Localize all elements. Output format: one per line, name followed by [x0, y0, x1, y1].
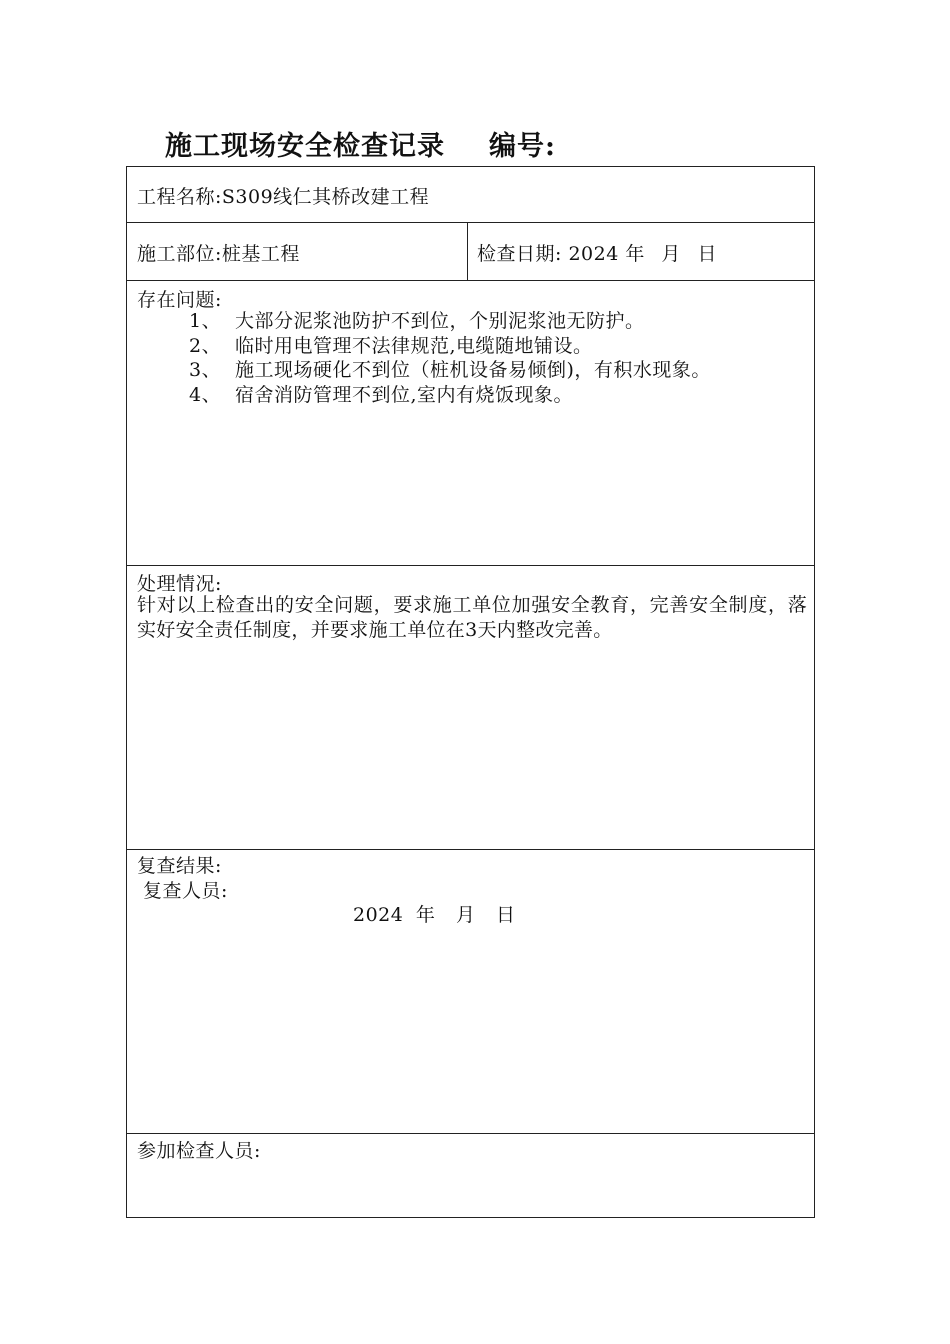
list-item	[189, 334, 711, 359]
inspection-date-year-unit: 年	[625, 243, 645, 265]
issues-label: 存在问题:	[137, 289, 222, 311]
list-item	[189, 358, 711, 383]
issue-number: 1、	[189, 310, 222, 332]
issues-section	[127, 281, 814, 566]
issue-number: 4、	[189, 383, 222, 406]
issue-text: 大部分泥浆池防护不到位，个别泥浆池无防护。	[235, 310, 645, 332]
issue-list	[189, 309, 711, 407]
document-title	[165, 124, 556, 163]
recheck-date	[353, 900, 516, 927]
issue-text: 施工现场硬化不到位（桩机设备易倾倒)，有积水现象。	[235, 359, 711, 381]
serial-number-label: 编号:	[489, 131, 556, 162]
part-date-row	[127, 223, 814, 281]
recheck-date-year: 2024	[353, 904, 404, 926]
inspection-date-year: 2024	[568, 243, 619, 265]
list-item	[189, 309, 711, 334]
recheck-date-year-unit: 年	[415, 904, 436, 926]
participants-section	[127, 1134, 814, 1217]
cell-divider	[467, 223, 468, 280]
project-name: 工程名称:S309线仁其桥改建工程	[137, 186, 430, 208]
participants-label: 参加检查人员:	[137, 1140, 261, 1162]
issue-number: 3、	[189, 359, 222, 381]
issue-text: 宿舍消防管理不到位,室内有烧饭现象。	[235, 383, 574, 406]
list-item	[189, 383, 711, 408]
recheck-label: 复查结果:	[137, 855, 222, 877]
handling-text: 针对以上检查出的安全问题，要求施工单位加强安全教育，完善安全制度，落实好安全责任制度，并要求施工单位在3天内整改完善。	[137, 594, 807, 641]
inspection-form-table	[126, 166, 815, 1218]
recheck-person-label: 复查人员:	[143, 880, 228, 902]
inspection-date-day-unit: 日	[697, 243, 717, 265]
recheck-date-month-unit: 月	[455, 904, 476, 926]
recheck-section	[127, 850, 814, 1134]
handling-label: 处理情况:	[137, 573, 222, 595]
handling-section	[127, 566, 814, 850]
inspection-date-month-unit: 月	[661, 243, 681, 265]
construction-part: 施工部位:桩基工程	[137, 243, 300, 265]
inspection-date	[477, 239, 717, 266]
title-main: 施工现场安全检查记录	[165, 131, 445, 162]
inspection-date-label: 检查日期:	[477, 243, 562, 265]
issue-number: 2、	[189, 334, 222, 357]
project-row	[127, 167, 814, 223]
recheck-date-day-unit: 日	[496, 904, 516, 926]
issue-text: 临时用电管理不法律规范,电缆随地铺设。	[235, 334, 593, 357]
